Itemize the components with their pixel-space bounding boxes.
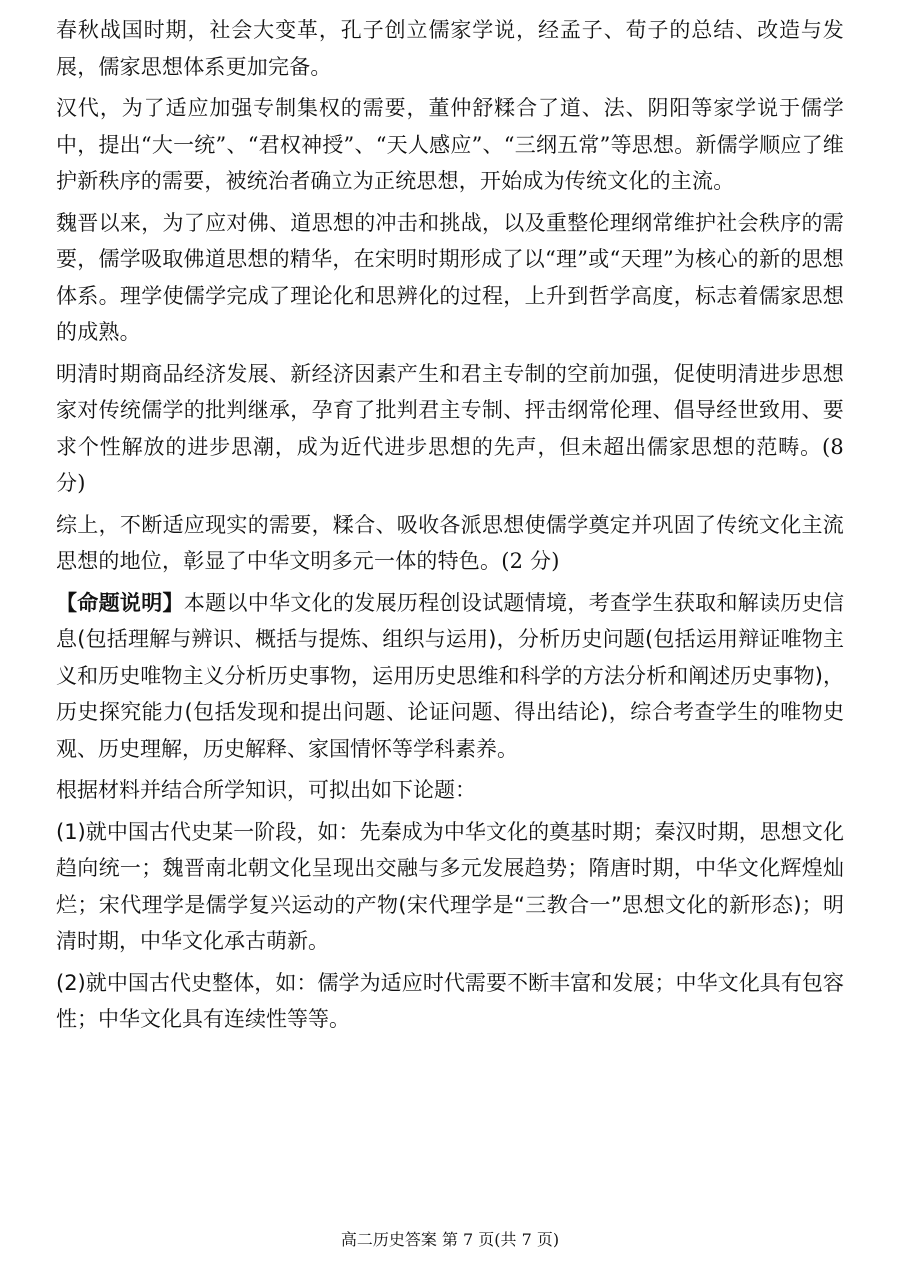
page-footer: 高二历史答案 第 7 页(共 7 页) xyxy=(340,1230,560,1249)
explanation-text: 本题以中华文化的发展历程创设试题情境，考查学生获取和解读历史信息(包括理解与辨识、概括与提炼、组织与运用)，分析历史问题(包括运用辩证唯物主义和历史唯物主义分析历史事物，运用历史思维和科学的方法分析和阐述历史事物)，历史探究能力(包括发现和提出问题、论证问题、得出结论)，综合考查学生的唯物史观、历史理解，历史解释、家国情怀等学科素养。 xyxy=(56,590,845,761)
answer-paragraph-summary: 综上，不断适应现实的需要，糅合、吸收各派思想使儒学奠定并巩固了传统文化主流思想的地位，彰显了中华文明多元一体的特色。(2 分) xyxy=(56,512,844,573)
answer-paragraph-spring-autumn: 春秋战国时期，社会大变革，孔子创立儒家学说，经孟子、荀子的总结、改造与发展，儒家思想体系更加完备。 xyxy=(56,18,844,79)
answer-paragraph-han-dynasty: 汉代，为了适应加强专制集权的需要，董仲舒糅合了道、法、阴阳等家学说于儒学中，提出“大一统”、“君权神授”、“天人感应”、“三纲五常”等思想。新儒学顺应了维护新秩序的需要，被统治者确立为正统思想，开始成为传统文化的主流。 xyxy=(56,96,844,193)
topics-intro: 根据材料并结合所学知识，可拟出如下论题： xyxy=(56,778,476,802)
topic-item-2: (2)就中国古代史整体，如：儒学为适应时代需要不断丰富和发展；中华文化具有包容性；中华文化具有连续性等等。 xyxy=(56,970,844,1031)
topic-item-1: (1)就中国古代史某一阶段，如：先秦成为中华文化的奠基时期；秦汉时期，思想文化趋向统一；魏晋南北朝文化呈现出交融与多元发展趋势；隋唐时期，中华文化辉煌灿烂；宋代理学是儒学复兴运动的产物(宋代理学是“三教合一”思想文化的新形态)；明清时期，中华文化承古萌新。 xyxy=(56,819,844,953)
answer-paragraph-ming-qing: 明清时期商品经济发展、新经济因素产生和君主专制的空前加强，促使明清进步思想家对传统儒学的批判继承，孕育了批判君主专制、抨击纲常伦理、倡导经世致用、要求个性解放的进步思潮，成为近代进步思想的先声，但未超出儒家思想的范畴。(8 分) xyxy=(56,361,844,495)
answer-paragraph-wei-jin: 魏晋以来，为了应对佛、道思想的冲击和挑战，以及重整伦理纲常维护社会秩序的需要，儒学吸取佛道思想的精华，在宋明时期形成了以“理”或“天理”为核心的新的思想体系。理学使儒学完成了理论化和思辨化的过程，上升到哲学高度，标志着儒家思想的成熟。 xyxy=(56,210,844,344)
answer-page xyxy=(56,12,844,1043)
explanation-label: 【命题说明】 xyxy=(56,590,184,615)
explanation-paragraph xyxy=(56,585,844,768)
